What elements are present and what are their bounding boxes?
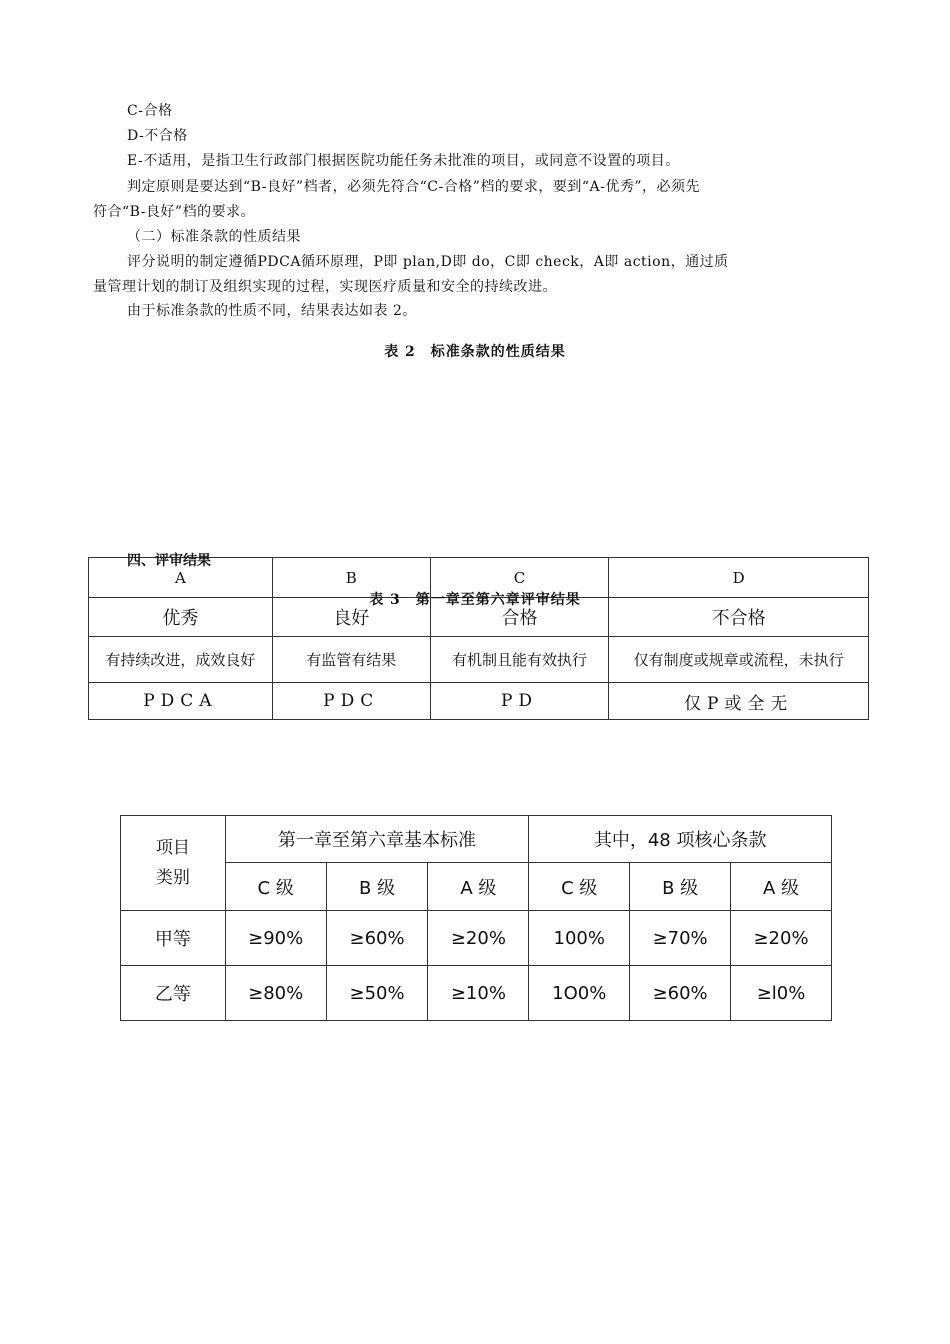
table-cell: B bbox=[272, 558, 430, 598]
paragraph-line: C-合格 bbox=[127, 103, 173, 119]
table-row bbox=[89, 637, 869, 683]
category-header-line: 项目 bbox=[155, 838, 190, 858]
table-cell: ≥60% bbox=[326, 911, 428, 966]
table-cell: 有机制且能有效执行 bbox=[430, 637, 609, 683]
level-header-cell: B 级 bbox=[326, 863, 428, 911]
category-header-cell bbox=[121, 816, 226, 911]
category-header-line: 类别 bbox=[155, 868, 190, 888]
level-header-cell: A 级 bbox=[731, 863, 832, 911]
paragraph-line: 符合“B-良好”档的要求。 bbox=[93, 204, 256, 220]
table-cell: ≥l0% bbox=[731, 966, 832, 1021]
section-heading: 四、评审结果 bbox=[127, 553, 211, 569]
table-cell: 合格 bbox=[430, 598, 609, 637]
table-cell: 仅有制度或规章或流程，未执行 bbox=[609, 637, 869, 683]
table-cell: 有持续改进，成效良好 bbox=[89, 637, 273, 683]
level-header-cell: B 级 bbox=[630, 863, 731, 911]
table-cell: C bbox=[430, 558, 609, 598]
level-header-cell: C 级 bbox=[225, 863, 326, 911]
table-cell: 有监管有结果 bbox=[272, 637, 430, 683]
table-row bbox=[121, 863, 832, 911]
paragraph-line: E-不适用，是指卫生行政部门根据医院功能任务未批准的项目，或同意不设置的项目。 bbox=[127, 153, 680, 169]
table-row bbox=[89, 683, 869, 720]
table-cell: ≥90% bbox=[225, 911, 326, 966]
table-cell: PDCA bbox=[89, 683, 273, 720]
table-cell: ≥60% bbox=[630, 966, 731, 1021]
paragraph-line: （二）标准条款的性质结果 bbox=[127, 229, 301, 245]
table-row bbox=[121, 911, 832, 966]
table2-title: 表 2 标准条款的性质结果 bbox=[384, 344, 566, 360]
table2 bbox=[88, 557, 869, 720]
group-header-cell: 第一章至第六章基本标准 bbox=[225, 816, 529, 863]
paragraph-line: D-不合格 bbox=[127, 128, 188, 144]
table-cell: A bbox=[89, 558, 273, 598]
level-header-cell: C 级 bbox=[529, 863, 630, 911]
table-cell: ≥80% bbox=[225, 966, 326, 1021]
table-cell: 1O0% bbox=[529, 966, 630, 1021]
table-cell: ≥70% bbox=[630, 911, 731, 966]
table-cell: 100% bbox=[529, 911, 630, 966]
row-name-cell: 乙等 bbox=[121, 966, 226, 1021]
table3 bbox=[120, 815, 832, 1021]
paragraph-line: 评分说明的制定遵循PDCA循环原理，P即 plan,D即 do，C即 check，A即 action，通过质 bbox=[127, 254, 729, 270]
table-cell: ≥10% bbox=[428, 966, 529, 1021]
table-cell: 不合格 bbox=[609, 598, 869, 637]
table-cell: PDC bbox=[272, 683, 430, 720]
group-header-cell: 其中，48 项核心条款 bbox=[529, 816, 832, 863]
table-cell: 仅P或全无 bbox=[609, 683, 869, 720]
table-cell: ≥20% bbox=[428, 911, 529, 966]
paragraph-line: 量管理计划的制订及组织实现的过程，实现医疗质量和安全的持续改进。 bbox=[93, 279, 557, 295]
table-cell: ≥20% bbox=[731, 911, 832, 966]
table-cell: ≥50% bbox=[326, 966, 428, 1021]
row-name-cell: 甲等 bbox=[121, 911, 226, 966]
paragraph-line: 判定原则是要达到“B-良好”档者，必须先符合“C-合格”档的要求，要到“A-优秀”，必须先 bbox=[127, 179, 701, 195]
table3-title: 表 3 第一章至第六章评审结果 bbox=[369, 592, 581, 608]
table-cell: 优秀 bbox=[89, 598, 273, 637]
table-cell: PD bbox=[430, 683, 609, 720]
level-header-cell: A 级 bbox=[428, 863, 529, 911]
paragraph-line: 由于标准条款的性质不同，结果表达如表 2。 bbox=[127, 303, 417, 319]
table-row bbox=[121, 816, 832, 863]
table-cell: D bbox=[609, 558, 869, 598]
table-cell: 良好 bbox=[272, 598, 430, 637]
table-row bbox=[121, 966, 832, 1021]
